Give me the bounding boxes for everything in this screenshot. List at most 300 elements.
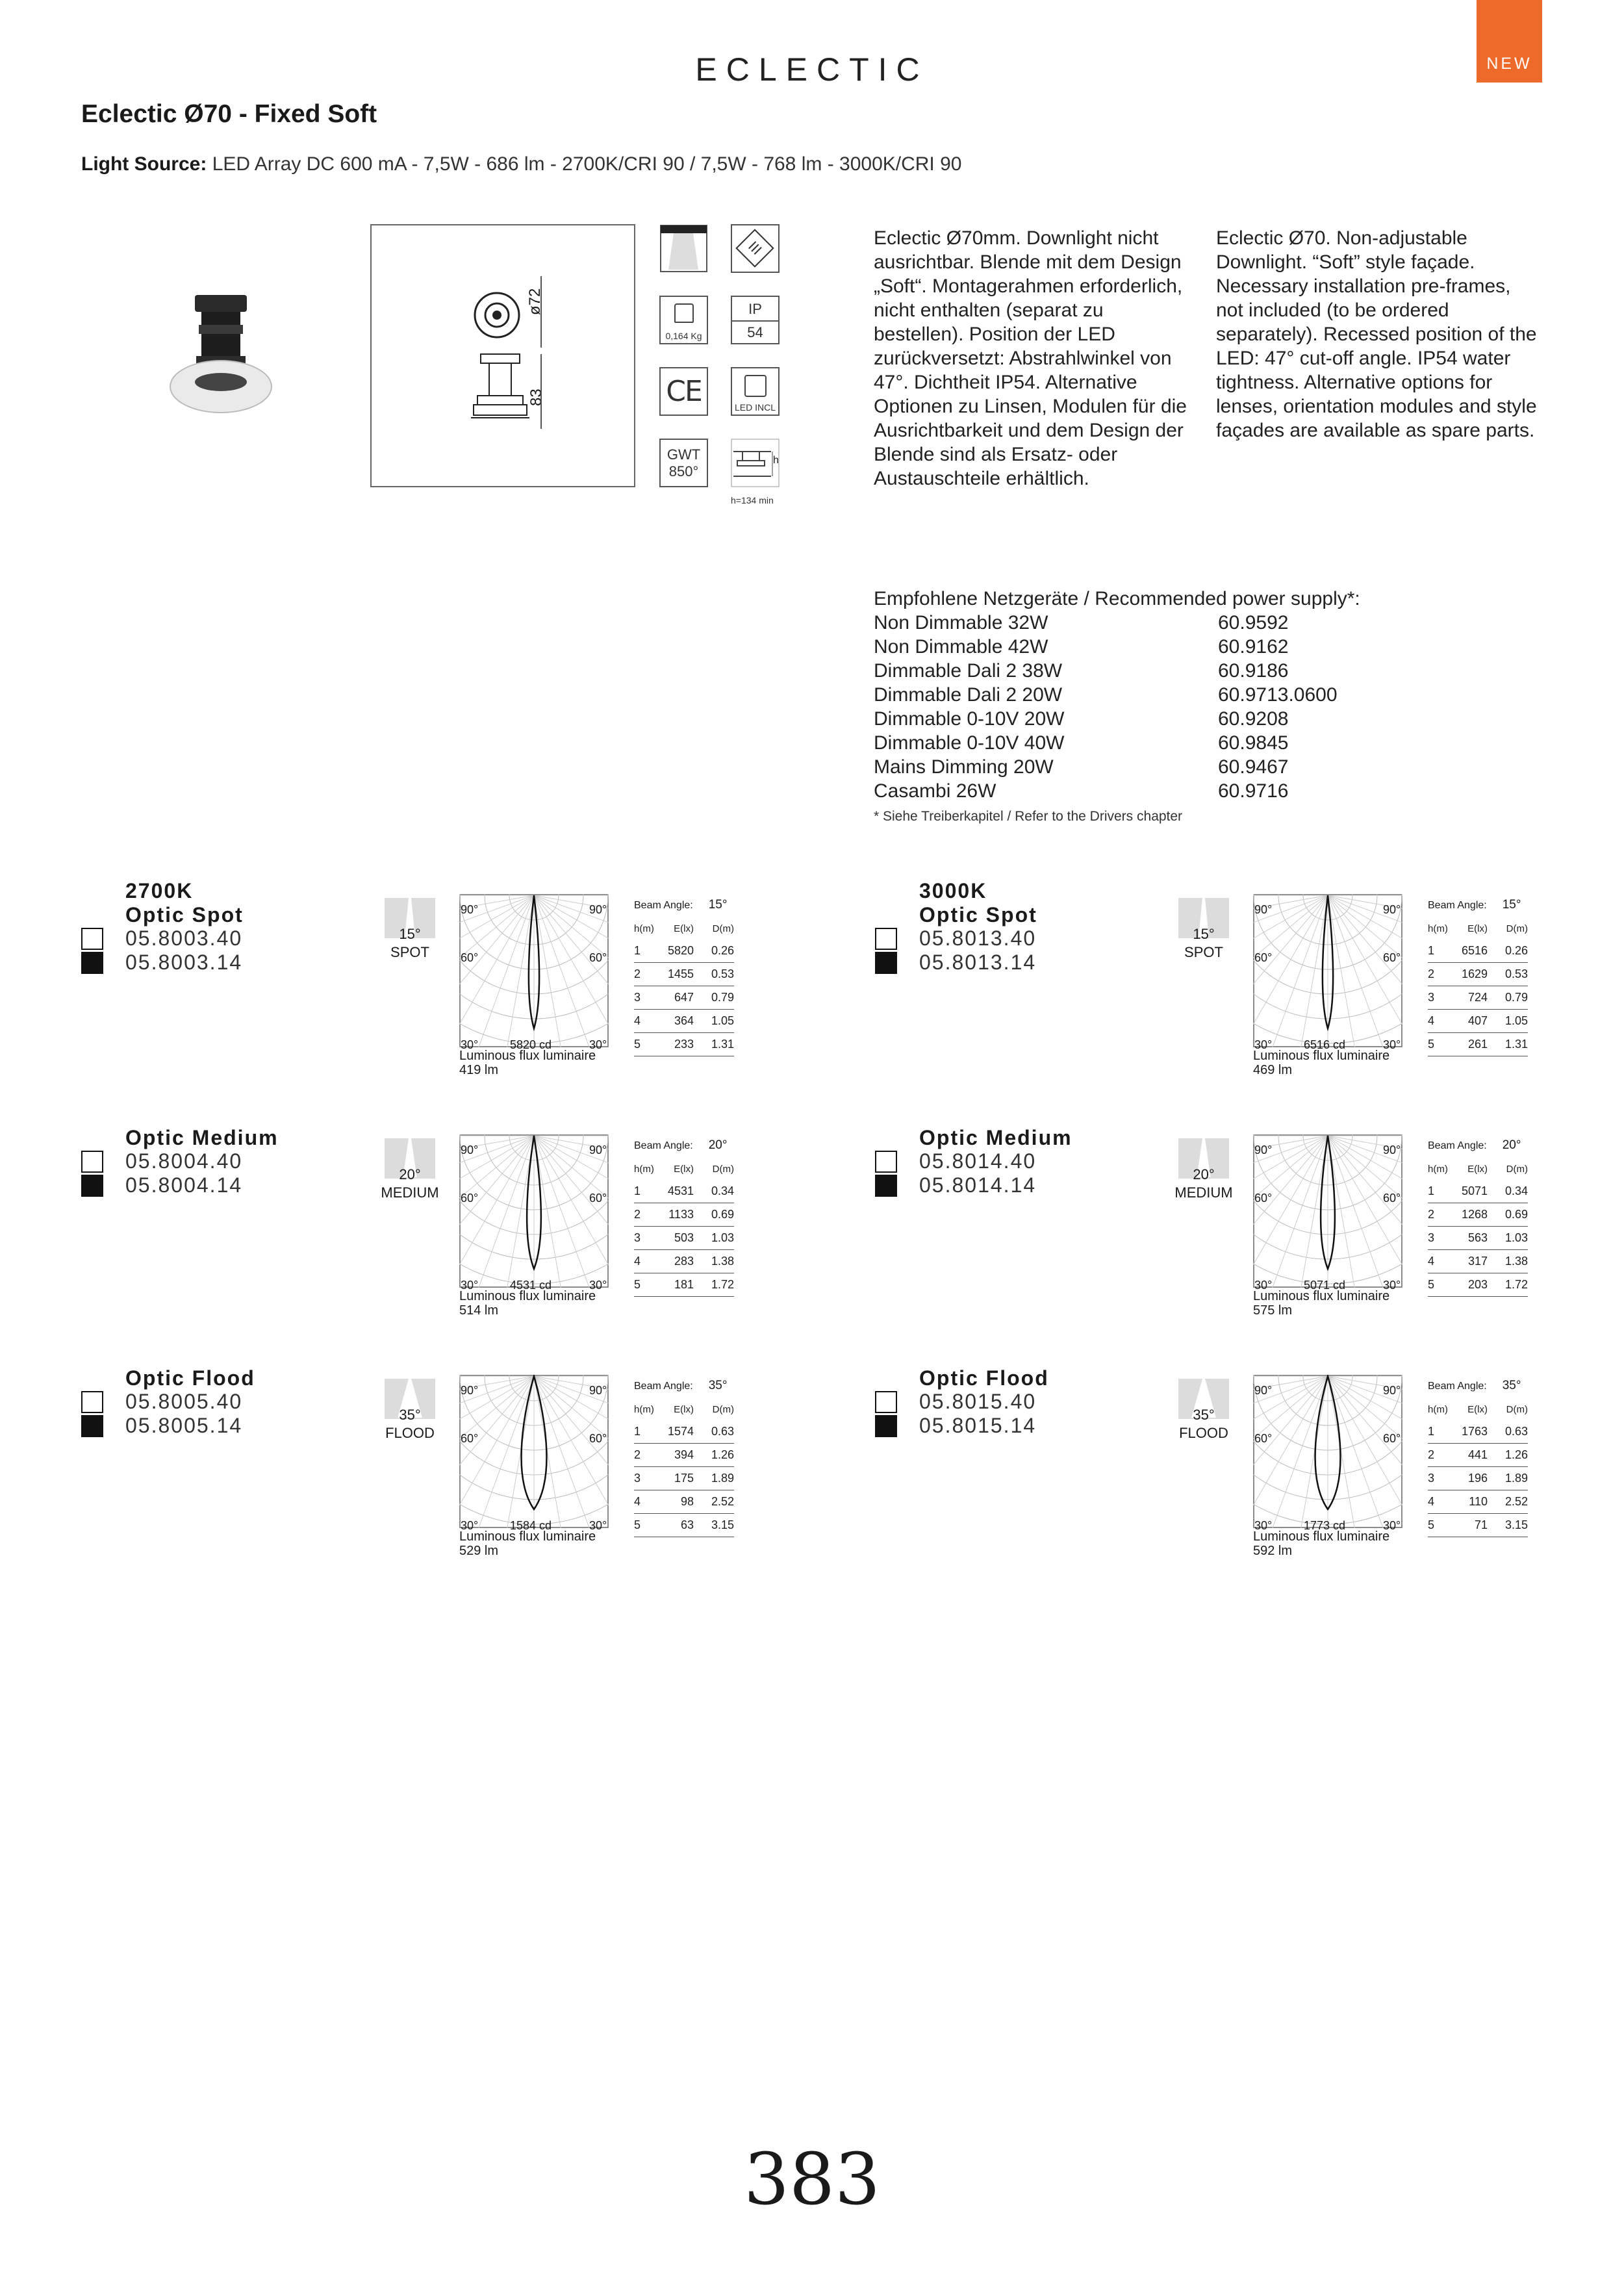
table-row xyxy=(1428,1180,1528,1203)
table-cell: 1.26 xyxy=(1488,1444,1528,1467)
table-row xyxy=(634,1490,734,1514)
table-cell: 647 xyxy=(661,986,694,1010)
drawing-top-view xyxy=(471,289,523,341)
ip-value: 54 xyxy=(747,324,763,340)
table-cell: 1.03 xyxy=(694,1227,734,1250)
beam-heading-value: 20° xyxy=(708,1138,728,1152)
beam-heading-value: 15° xyxy=(1502,898,1521,912)
article-code: 05.8004.40 xyxy=(125,1149,243,1173)
table-row xyxy=(634,1180,734,1203)
polar-angle-label: 30° xyxy=(461,1038,479,1051)
table-cell: 5 xyxy=(634,1033,661,1056)
table-cell: 1.38 xyxy=(1488,1250,1528,1273)
table-cell: 0.79 xyxy=(694,986,734,1010)
table-cell: 1.26 xyxy=(694,1444,734,1467)
polar-angle-label: 90° xyxy=(1254,903,1273,916)
table-row xyxy=(634,1467,734,1490)
table-cell: 3 xyxy=(1428,986,1455,1010)
table-cell: 0.34 xyxy=(1488,1180,1528,1203)
beam-angle-label: 15° xyxy=(1193,926,1215,942)
table-header-cell: h(m) xyxy=(634,923,654,934)
black-finish-swatch xyxy=(875,1175,897,1197)
page-number: 383 xyxy=(744,2138,880,2221)
article-code: 05.8005.40 xyxy=(125,1390,243,1413)
article-code: 05.8003.40 xyxy=(125,926,243,950)
table-cell: 98 xyxy=(661,1490,694,1514)
optic-name: Optic Spot xyxy=(919,903,1037,926)
table-cell: 1.72 xyxy=(1488,1273,1528,1297)
table-header-row xyxy=(1428,917,1528,939)
beam-angle-label: 20° xyxy=(399,1166,421,1182)
drawing-side-view xyxy=(471,351,529,426)
table-row xyxy=(1428,1010,1528,1033)
table-cell: 63 xyxy=(661,1514,694,1537)
table-header-cell: E(lx) xyxy=(674,1403,694,1415)
polar-angle-label: 60° xyxy=(1383,951,1401,964)
article-code: 05.8014.40 xyxy=(919,1149,1037,1173)
table-header-cell: E(lx) xyxy=(1467,1163,1488,1175)
table-cell: 2 xyxy=(634,1444,661,1467)
article-code: 05.8004.14 xyxy=(125,1173,243,1197)
table-cell: 181 xyxy=(661,1273,694,1297)
product-title: Eclectic Ø70 - Fixed Soft xyxy=(81,100,377,128)
ps-code: 60.9208 xyxy=(1218,708,1289,730)
table-cell: 364 xyxy=(661,1010,694,1033)
polar-angle-label: 30° xyxy=(1383,1519,1401,1532)
led-incl-label: LED INCL xyxy=(734,402,776,413)
table-cell: 1 xyxy=(1428,1180,1455,1203)
peak-intensity: 6516 cd xyxy=(1304,1038,1346,1051)
peak-intensity: 1773 cd xyxy=(1304,1519,1346,1532)
table-row xyxy=(1428,1490,1528,1514)
optic-name: Optic Spot xyxy=(125,903,244,926)
table-header-row xyxy=(634,917,734,939)
article-code: 05.8013.14 xyxy=(919,951,1037,974)
table-cell: 2.52 xyxy=(1488,1490,1528,1514)
table-header-cell: h(m) xyxy=(1428,1163,1448,1175)
table-cell: 2 xyxy=(634,1203,661,1227)
table-header-row xyxy=(1428,1158,1528,1180)
ce-label: CE xyxy=(666,375,702,408)
power-supply-item xyxy=(874,635,1393,659)
ps-name: Casambi 26W xyxy=(874,780,996,802)
polar-angle-label: 90° xyxy=(589,1143,607,1156)
recessed-icon xyxy=(659,224,708,273)
brand-title: ECLECTIC xyxy=(695,51,929,88)
polar-diagram xyxy=(459,1134,609,1288)
table-row xyxy=(1428,1514,1528,1537)
polar-angle-label: 60° xyxy=(1254,1192,1273,1205)
color-temperature: 2700K xyxy=(125,879,194,902)
table-row xyxy=(634,1514,734,1537)
dimension-line xyxy=(540,354,542,429)
ps-code: 60.9713.0600 xyxy=(1218,684,1338,706)
polar-angle-label: 90° xyxy=(461,903,479,916)
beam-heading-label: Beam Angle: xyxy=(1428,1381,1487,1392)
power-supply-note: * Siehe Treiberkapitel / Refer to the Drivers chapter xyxy=(874,809,1183,824)
table-cell: 5 xyxy=(1428,1514,1455,1537)
polar-angle-label: 60° xyxy=(589,1432,607,1445)
optic-name: Optic Medium xyxy=(919,1126,1072,1149)
table-row xyxy=(1428,1420,1528,1444)
luminous-flux-label: Luminous flux luminaire xyxy=(1253,1289,1390,1303)
polar-diagram xyxy=(459,1375,609,1528)
article-code: 05.8015.40 xyxy=(919,1390,1037,1413)
ps-name: Dimmable Dali 2 38W xyxy=(874,660,1063,682)
table-header-cell: D(m) xyxy=(1506,1403,1528,1415)
table-row xyxy=(634,986,734,1010)
table-header-cell: D(m) xyxy=(712,1403,734,1415)
height-label: h xyxy=(773,455,779,466)
table-cell: 5 xyxy=(634,1273,661,1297)
white-finish-swatch xyxy=(81,1391,103,1413)
table-cell: 1 xyxy=(634,1420,661,1444)
ps-name: Non Dimmable 32W xyxy=(874,612,1048,633)
luminous-flux-value: 592 lm xyxy=(1253,1544,1293,1558)
table-row xyxy=(1428,1467,1528,1490)
table-header-row xyxy=(634,1398,734,1420)
led-glyph-icon xyxy=(744,375,767,397)
black-finish-swatch xyxy=(81,1415,103,1437)
luminous-flux-label: Luminous flux luminaire xyxy=(459,1529,596,1544)
table-cell: 1.05 xyxy=(694,1010,734,1033)
table-cell: 3 xyxy=(1428,1227,1455,1250)
beam-angle-heading xyxy=(1428,1138,1521,1153)
table-cell: 0.34 xyxy=(694,1180,734,1203)
table-cell: 4 xyxy=(1428,1490,1455,1514)
description-english: Eclectic Ø70. Non-adjustable Downlight. “Soft” style façade. Necessary installation pre-frames, not included (to be ordered separately). Recessed position of the LED: 47° cut-off angle. IP54 water tightness. Alternative options for lenses, orientation modules and style façades are available as spare parts. xyxy=(1216,227,1537,441)
polar-angle-label: 30° xyxy=(1383,1038,1401,1051)
table-row xyxy=(1428,939,1528,963)
article-code: 05.8014.14 xyxy=(919,1173,1037,1197)
table-cell: 724 xyxy=(1455,986,1488,1010)
table-cell: 3.15 xyxy=(694,1514,734,1537)
table-cell: 3.15 xyxy=(1488,1514,1528,1537)
beam-heading-label: Beam Angle: xyxy=(634,1140,693,1151)
table-cell: 1.31 xyxy=(1488,1033,1528,1056)
table-header-cell: D(m) xyxy=(712,1163,734,1175)
table-row xyxy=(634,1250,734,1273)
table-header-cell: h(m) xyxy=(634,1403,654,1415)
table-cell: 110 xyxy=(1455,1490,1488,1514)
beam-heading-value: 20° xyxy=(1502,1138,1521,1152)
power-supply-heading: Empfohlene Netzgeräte / Recommended power supply*: xyxy=(874,588,1360,609)
table-row xyxy=(1428,1273,1528,1297)
table-cell: 233 xyxy=(661,1033,694,1056)
table-row xyxy=(1428,963,1528,986)
weight-glyph-icon xyxy=(674,303,694,323)
table-header-cell: E(lx) xyxy=(1467,1403,1488,1415)
table-row xyxy=(634,1203,734,1227)
black-finish-swatch xyxy=(875,1415,897,1437)
table-cell: 1.89 xyxy=(694,1467,734,1490)
light-source xyxy=(81,153,961,175)
luminous-flux-value: 419 lm xyxy=(459,1063,499,1077)
ps-code: 60.9162 xyxy=(1218,636,1289,658)
table-cell: 5 xyxy=(1428,1273,1455,1297)
table-cell: 4531 xyxy=(661,1180,694,1203)
luminous-flux-value: 575 lm xyxy=(1253,1303,1293,1318)
beam-angle-label: 15° xyxy=(399,926,421,942)
installation-height-icon xyxy=(731,439,780,487)
ps-name: Dimmable Dali 2 20W xyxy=(874,684,1063,706)
ce-mark-icon xyxy=(659,367,708,416)
ps-code: 60.9592 xyxy=(1218,612,1289,633)
ps-name: Non Dimmable 42W xyxy=(874,636,1048,658)
table-header-cell: D(m) xyxy=(712,923,734,934)
luminous-flux-label: Luminous flux luminaire xyxy=(459,1289,596,1303)
table-cell: 0.79 xyxy=(1488,986,1528,1010)
weight-value: 0,164 Kg xyxy=(665,331,702,341)
table-cell: 3 xyxy=(1428,1467,1455,1490)
ps-name: Mains Dimming 20W xyxy=(874,756,1054,778)
table-header-row xyxy=(634,1158,734,1180)
polar-angle-label: 90° xyxy=(1383,1384,1401,1397)
table-cell: 3 xyxy=(634,986,661,1010)
product-photo xyxy=(156,286,286,429)
table-row xyxy=(1428,1227,1528,1250)
polar-angle-label: 30° xyxy=(1254,1519,1273,1532)
article-code: 05.8003.14 xyxy=(125,951,243,974)
polar-angle-label: 60° xyxy=(461,951,479,964)
power-supply-item xyxy=(874,779,1393,803)
table-cell: 4 xyxy=(634,1010,661,1033)
polar-angle-label: 90° xyxy=(1383,903,1401,916)
table-cell: 71 xyxy=(1455,1514,1488,1537)
polar-angle-label: 30° xyxy=(589,1038,607,1051)
polar-diagram xyxy=(1253,894,1402,1047)
ps-code: 60.9845 xyxy=(1218,732,1289,754)
ip-rating-icon xyxy=(731,296,780,344)
table-row xyxy=(634,963,734,986)
polar-angle-label: 90° xyxy=(1254,1143,1273,1156)
table-row xyxy=(634,1273,734,1297)
table-cell: 6516 xyxy=(1455,939,1488,963)
white-finish-swatch xyxy=(875,1391,897,1413)
light-source-value: LED Array DC 600 mA - 7,5W - 686 lm - 2700K/CRI 90 / 7,5W - 768 lm - 3000K/CRI 90 xyxy=(212,153,962,175)
table-cell: 5 xyxy=(634,1514,661,1537)
beam-angle-heading xyxy=(1428,898,1521,912)
table-cell: 1.38 xyxy=(694,1250,734,1273)
white-finish-swatch xyxy=(81,1151,103,1173)
polar-angle-label: 30° xyxy=(1254,1038,1273,1051)
table-cell: 2 xyxy=(634,963,661,986)
polar-angle-label: 90° xyxy=(461,1384,479,1397)
peak-intensity: 1584 cd xyxy=(510,1519,552,1532)
power-supply-item xyxy=(874,731,1393,755)
class-3-label: III xyxy=(735,229,774,267)
table-cell: 4 xyxy=(634,1490,661,1514)
optic-name: Optic Flood xyxy=(919,1366,1049,1390)
illuminance-table xyxy=(634,1398,734,1537)
beam-heading-label: Beam Angle: xyxy=(1428,900,1487,911)
polar-angle-label: 60° xyxy=(1383,1432,1401,1445)
illuminance-table xyxy=(634,917,734,1056)
polar-angle-label: 30° xyxy=(461,1519,479,1532)
illuminance-table xyxy=(1428,1158,1528,1297)
new-badge: NEW xyxy=(1477,0,1542,83)
beam-angle-heading xyxy=(634,1379,727,1393)
table-row xyxy=(634,1227,734,1250)
beam-type-label: SPOT xyxy=(1184,944,1223,960)
luminous-flux-value: 529 lm xyxy=(459,1544,499,1558)
table-header-cell: D(m) xyxy=(1506,1163,1528,1175)
white-finish-swatch xyxy=(81,928,103,950)
power-supply-list xyxy=(874,611,1393,803)
polar-angle-label: 60° xyxy=(461,1192,479,1205)
white-finish-swatch xyxy=(875,1151,897,1173)
table-cell: 5071 xyxy=(1455,1180,1488,1203)
table-cell: 1763 xyxy=(1455,1420,1488,1444)
polar-diagram xyxy=(1253,1134,1402,1288)
polar-angle-label: 90° xyxy=(1383,1143,1401,1156)
beam-heading-value: 15° xyxy=(708,898,728,912)
table-row xyxy=(1428,1444,1528,1467)
table-cell: 394 xyxy=(661,1444,694,1467)
table-row xyxy=(1428,1250,1528,1273)
table-cell: 3 xyxy=(634,1227,661,1250)
beam-heading-value: 35° xyxy=(1502,1379,1521,1392)
table-cell: 2 xyxy=(1428,1444,1455,1467)
black-finish-swatch xyxy=(81,952,103,974)
table-cell: 175 xyxy=(661,1467,694,1490)
ps-name: Dimmable 0-10V 40W xyxy=(874,732,1065,754)
peak-intensity: 4531 cd xyxy=(510,1279,552,1292)
polar-diagram xyxy=(459,894,609,1047)
beam-heading-label: Beam Angle: xyxy=(1428,1140,1487,1151)
table-cell: 0.63 xyxy=(694,1420,734,1444)
table-row xyxy=(1428,986,1528,1010)
description-german: Eclectic Ø70mm. Downlight nicht ausrichtbar. Blende mit dem Design „Soft“. Montagerahmen erforderlich, nicht enthalten (separat zu bestellen). Position der LED zurückversetzt: Abstrahlwinkel von 47°. Dichtheit IP54. Alternative Optionen zu Linsen, Modulen für die Ausrichtbarkeit und dem Design der Blende sind als Ersatz- oder Austauschteile erhältlich. xyxy=(874,227,1187,489)
table-header-row xyxy=(1428,1398,1528,1420)
table-cell: 1 xyxy=(634,939,661,963)
table-cell: 4 xyxy=(1428,1010,1455,1033)
article-code: 05.8015.14 xyxy=(919,1414,1037,1437)
polar-angle-label: 90° xyxy=(461,1143,479,1156)
table-row xyxy=(1428,1203,1528,1227)
beam-type-label: FLOOD xyxy=(385,1425,435,1441)
table-cell: 1.05 xyxy=(1488,1010,1528,1033)
beam-angle-heading xyxy=(634,898,727,912)
table-row xyxy=(1428,1033,1528,1056)
table-cell: 1574 xyxy=(661,1420,694,1444)
table-cell: 1.72 xyxy=(694,1273,734,1297)
dimension-height: 83 xyxy=(527,389,545,406)
table-header-cell: h(m) xyxy=(1428,1403,1448,1415)
table-cell: 407 xyxy=(1455,1010,1488,1033)
optic-name: Optic Flood xyxy=(125,1366,255,1390)
table-cell: 1133 xyxy=(661,1203,694,1227)
table-row xyxy=(634,1444,734,1467)
table-header-cell: D(m) xyxy=(1506,923,1528,934)
table-cell: 196 xyxy=(1455,1467,1488,1490)
table-row xyxy=(634,939,734,963)
illuminance-table xyxy=(1428,1398,1528,1537)
beam-heading-label: Beam Angle: xyxy=(634,900,693,911)
optic-name: Optic Medium xyxy=(125,1126,279,1149)
table-cell: 0.69 xyxy=(694,1203,734,1227)
table-cell: 1.89 xyxy=(1488,1467,1528,1490)
minimum-height: h=134 min xyxy=(731,495,774,505)
table-cell: 203 xyxy=(1455,1273,1488,1297)
table-cell: 261 xyxy=(1455,1033,1488,1056)
led-included-icon xyxy=(731,367,780,416)
table-header-cell: E(lx) xyxy=(1467,923,1488,934)
peak-intensity: 5820 cd xyxy=(510,1038,552,1051)
table-cell: 2.52 xyxy=(694,1490,734,1514)
table-cell: 1455 xyxy=(661,963,694,986)
polar-angle-label: 90° xyxy=(589,903,607,916)
dimension-line xyxy=(540,276,542,348)
table-header-cell: h(m) xyxy=(1428,923,1448,934)
table-cell: 0.26 xyxy=(694,939,734,963)
power-supply-item xyxy=(874,707,1393,731)
beam-heading-label: Beam Angle: xyxy=(634,1381,693,1392)
table-cell: 283 xyxy=(661,1250,694,1273)
polar-angle-label: 30° xyxy=(1383,1279,1401,1292)
luminous-flux-label: Luminous flux luminaire xyxy=(1253,1049,1390,1063)
gwt-value: 850° xyxy=(668,463,699,479)
beam-angle-label: 35° xyxy=(1193,1407,1215,1423)
dimension-diameter: ø72 xyxy=(526,288,544,315)
polar-angle-label: 60° xyxy=(1254,1432,1273,1445)
table-cell: 1629 xyxy=(1455,963,1488,986)
table-cell: 0.26 xyxy=(1488,939,1528,963)
beam-type-label: FLOOD xyxy=(1179,1425,1228,1441)
table-cell: 441 xyxy=(1455,1444,1488,1467)
table-row xyxy=(634,1010,734,1033)
table-cell: 5820 xyxy=(661,939,694,963)
power-supply-item xyxy=(874,683,1393,707)
illuminance-table xyxy=(634,1158,734,1297)
table-cell: 317 xyxy=(1455,1250,1488,1273)
class-3-icon xyxy=(731,224,780,273)
table-cell: 0.53 xyxy=(694,963,734,986)
table-cell: 5 xyxy=(1428,1033,1455,1056)
table-cell: 503 xyxy=(661,1227,694,1250)
beam-angle-heading xyxy=(634,1138,727,1153)
gwt-label: GWT xyxy=(666,446,701,463)
light-source-label: Light Source: xyxy=(81,153,207,175)
table-cell: 3 xyxy=(634,1467,661,1490)
table-cell: 1.03 xyxy=(1488,1227,1528,1250)
beam-heading-value: 35° xyxy=(708,1379,728,1392)
table-cell: 1.31 xyxy=(694,1033,734,1056)
color-temperature: 3000K xyxy=(919,879,987,902)
black-finish-swatch xyxy=(81,1175,103,1197)
ip-label: IP xyxy=(748,301,762,317)
ps-name: Dimmable 0-10V 20W xyxy=(874,708,1065,730)
polar-angle-label: 30° xyxy=(589,1279,607,1292)
power-supply-item xyxy=(874,611,1393,635)
beam-type-label: SPOT xyxy=(390,944,429,960)
polar-angle-label: 60° xyxy=(589,1192,607,1205)
beam-type-label: MEDIUM xyxy=(1174,1184,1233,1201)
illuminance-table xyxy=(1428,917,1528,1056)
polar-angle-label: 60° xyxy=(589,951,607,964)
white-finish-swatch xyxy=(875,928,897,950)
table-row xyxy=(634,1420,734,1444)
table-row xyxy=(634,1033,734,1056)
beam-angle-label: 20° xyxy=(1193,1166,1215,1182)
power-supply-item xyxy=(874,755,1393,779)
luminous-flux-value: 514 lm xyxy=(459,1303,499,1318)
table-cell: 1 xyxy=(634,1180,661,1203)
polar-angle-label: 60° xyxy=(1383,1192,1401,1205)
polar-angle-label: 60° xyxy=(1254,951,1273,964)
ps-code: 60.9186 xyxy=(1218,660,1289,682)
polar-angle-label: 90° xyxy=(1254,1384,1273,1397)
